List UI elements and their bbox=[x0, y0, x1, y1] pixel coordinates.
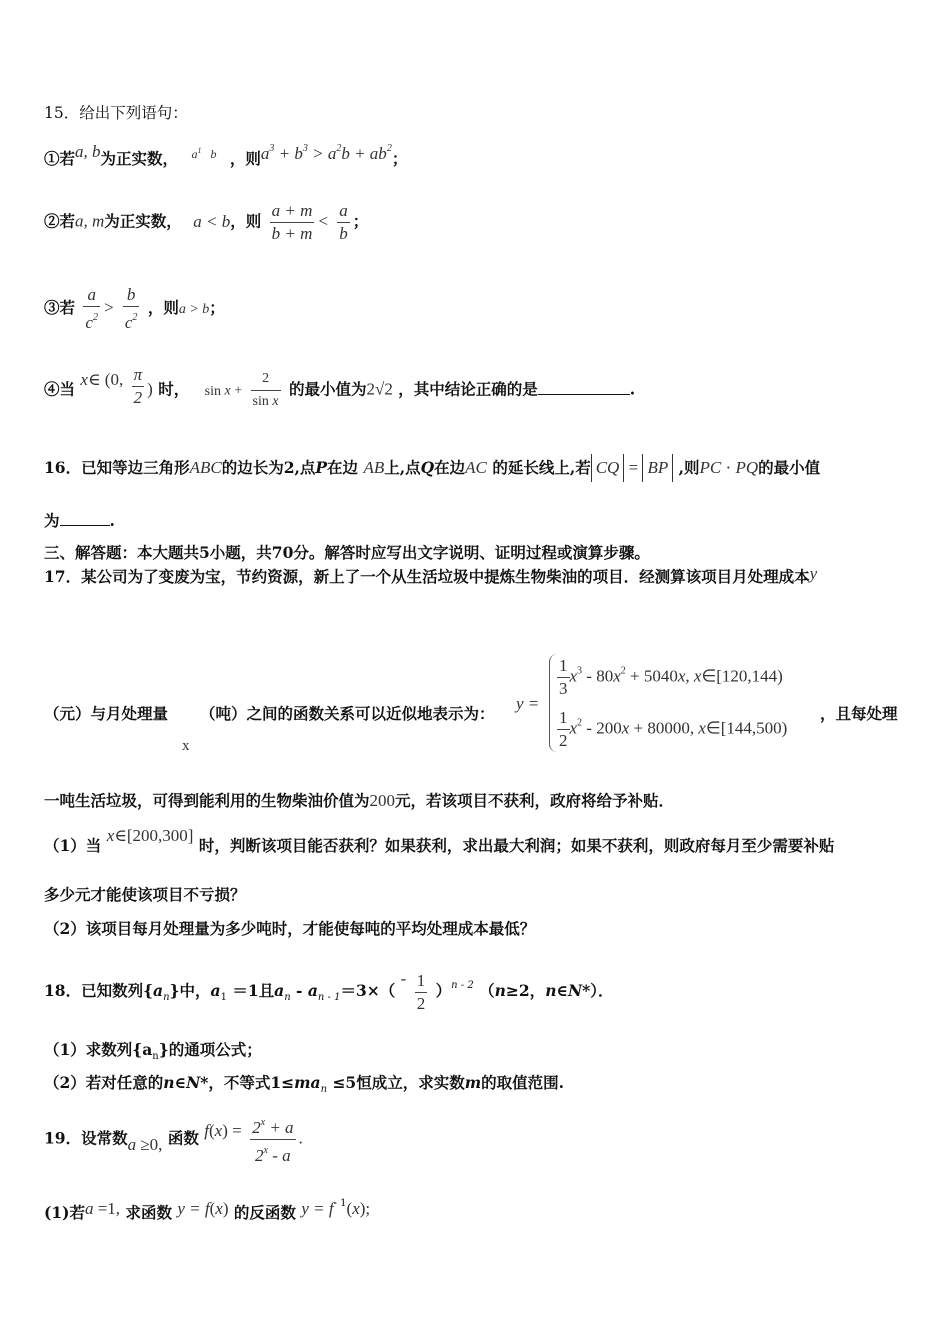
q17-part-1-cont: 多少元才能使该项目不亏损？ bbox=[44, 885, 246, 904]
answer-blank bbox=[60, 509, 110, 526]
q15-statement-2: ②若a, m为正实数， a < b，则 $\frac{a + m}{b + m}$ < $\frac{a}{b}$ ； bbox=[44, 201, 369, 243]
q19-line: 19．设常数a ≥0, 函数 f(x) = $\frac{2^x + a}{2^x - a}$ . bbox=[44, 1112, 303, 1167]
q15-statement-4: ④当 x∈ (0, $\frac{\pi}{2}$ ) 时， sin x + $\frac{2}{\text{sin x}}$ 的最小值为2√2 ，其中结论正确的是 . bbox=[44, 365, 636, 409]
section-heading: 三、解答题：本大题共5小题，共70分。解答时应写出文字说明、证明过程或演算步骤。 bbox=[44, 543, 650, 562]
q17-line-3: 一吨生活垃圾，可得到能利用的生物柴油价值为200元，若该项目不获利，政府将给予补贴． bbox=[44, 791, 675, 810]
q17-line-2c: ，且每处理 bbox=[820, 704, 898, 723]
q17-part-1: （1）当 x∈[200,300] 时，判断该项目能否获利？如果获利，求出最大利润；如果不获利，则政府每月至少需要补贴 bbox=[44, 826, 835, 855]
q18-part-2: （2）若对任意的n∈N*，不等式$1\le ma_n \le 5$恒成立，求实数m的取值范围. bbox=[44, 1073, 565, 1096]
q17-line-1: 17．某公司为了变废为宝，节约资源，新上了一个从生活垃圾中提炼生物柴油的项目．经测算该项目月处理成本y bbox=[44, 564, 818, 586]
q18-line: 18．已知数列$\{a_n\}$中，$a_1 =1$且$a_n - a_{n - 1}=3\times$（ - $\frac{1}{2}$ ）$^{n - 2}$ （n≥2，n∈N*）． bbox=[44, 969, 614, 1013]
q17-line-2b: （吨）之间的函数关系可以近似地表示为： bbox=[200, 704, 495, 723]
q15-title: 15．给出下列语句： bbox=[44, 104, 188, 122]
piecewise-case-1: $\frac{1}{3}$ $x^3 - 80x^2 + 5040x$, x∈[120,144) bbox=[559, 656, 783, 698]
piecewise-y: y = bbox=[516, 694, 540, 713]
q17-line-2a: （元）与月处理量 bbox=[44, 704, 169, 723]
piecewise-case-2: $\frac{1}{2}$ $x^2 - 200x + 80000$, x∈[144,500) bbox=[559, 708, 788, 750]
q15-statement-1: ①若a, b为正实数， $^{a^1 b}$ ，则$a^3 + b^3 > a^2b + ab^2$； bbox=[44, 142, 408, 168]
q19-part-1: (1)若a =1, 求函数 y = f(x) 的反函数 $y = f^{- 1}(x)$; bbox=[44, 1198, 371, 1222]
x-label: x bbox=[182, 738, 190, 754]
answer-blank bbox=[538, 378, 630, 395]
q16-line-1: 16．已知等边三角形ABC的边长为2,点P在边 AB上,点Q在边AC 的延长线上,若 CQ = BP ,则PC · PQ的最小值 bbox=[44, 452, 820, 484]
q18-part-1: （1）求数列$\{a_n\}$的通项公式； bbox=[44, 1040, 262, 1063]
q16-line-2: 为 . bbox=[44, 511, 115, 530]
q17-part-2: （2）该项目每月处理量为多少吨时，才能使每吨的平均处理成本最低？ bbox=[44, 919, 536, 938]
q15-statement-3: ③若 $\frac{a}{c^2}$ > $\frac{b}{c^2}$ ，则a > b； bbox=[44, 285, 225, 332]
